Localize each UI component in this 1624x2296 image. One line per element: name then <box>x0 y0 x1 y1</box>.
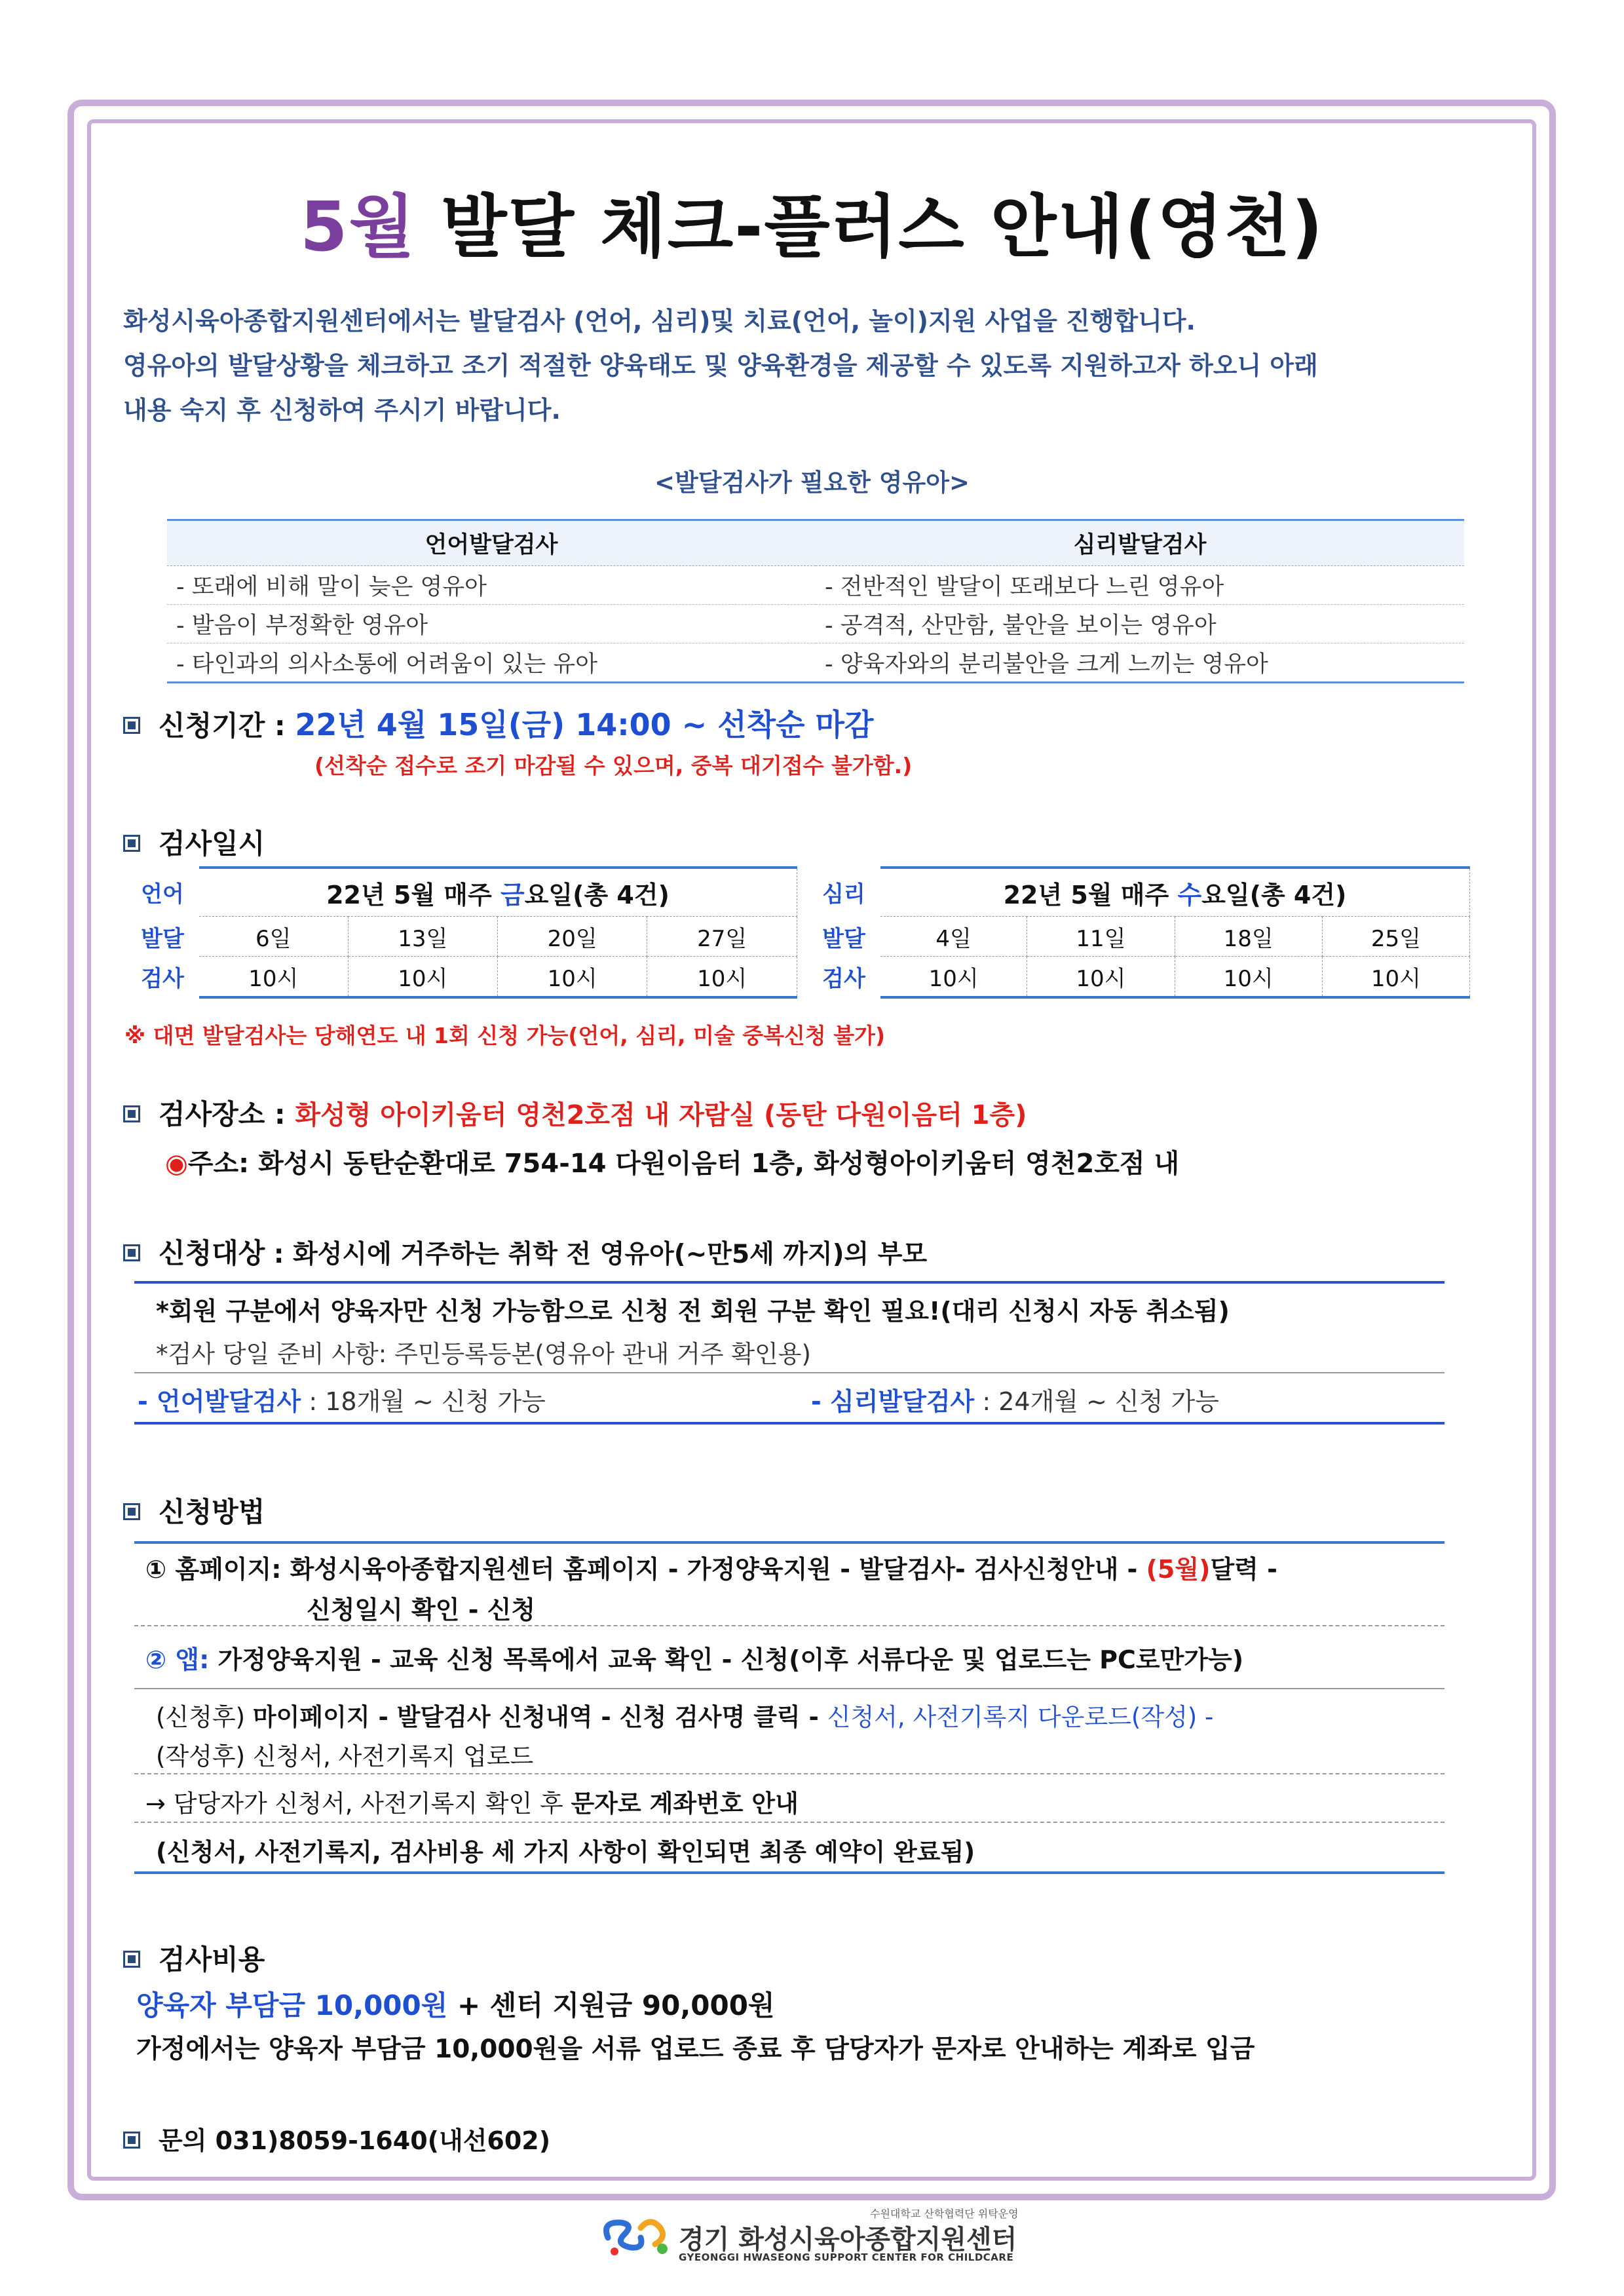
section-square-icon <box>123 1105 140 1122</box>
intro-line-2: 영유아의 발달상황을 체크하고 조기 적절한 양육태도 및 양육환경을 제공할 수 있도록 지원하고자 하오니 아래 <box>123 351 1318 380</box>
divider <box>134 1422 1445 1425</box>
schedule-side-label: 심리 <box>822 881 865 908</box>
schedule-time: 10시 <box>647 957 797 998</box>
contact <box>123 2120 550 2156</box>
target-psych-age: - 심리발달검사 : 24개월 ~ 신청 가능 <box>811 1387 1219 1416</box>
needs-heading: <발달검사가 필요한 영유아> <box>654 469 970 497</box>
divider <box>134 1688 1445 1689</box>
divider <box>134 1541 1445 1544</box>
method-app: ② 앱: 가정양육지원 - 교육 신청 목록에서 교육 확인 - 신청(이후 서류다운 및 업로드는 PC로만가능) <box>145 1645 1244 1674</box>
title-month: 5월 <box>300 187 416 267</box>
divider <box>134 1281 1445 1284</box>
target-value: : 화성시에 거주하는 취학 전 영유아(~만5세 까지)의 부모 <box>265 1240 928 1269</box>
schedule-label: 검사일시 <box>159 828 265 860</box>
footer-english: GYEONGGI HWASEONG SUPPORT CENTER FOR CHILDCARE <box>679 2251 1014 2263</box>
schedule-side-label: 언어 <box>141 881 184 908</box>
cost-desc: 가정에서는 양육자 부담금 10,000원을 서류 업로드 종료 후 담당자가 문자로 안내하는 계좌로 입금 <box>136 2035 1255 2064</box>
divider <box>134 1372 1445 1373</box>
schedule-date: 4일 <box>880 917 1027 957</box>
method-homepage: ① 홈페이지: 화성시육아종합지원센터 홈페이지 - 가정양육지원 - 발달검사- 검사신청안내 - (5월)달력 - <box>145 1555 1277 1584</box>
place-section: 검사장소 : 화성형 아이키움터 영천2호점 내 자람실 (동탄 다원이음터 1층) <box>123 1093 1027 1132</box>
divider <box>134 1625 1445 1626</box>
method-label: 신청방법 <box>159 1496 265 1528</box>
footer-logo <box>595 2206 1027 2265</box>
bullet-radio-icon: ◉ <box>165 1149 188 1179</box>
place-address: ◉주소: 화성시 동탄순환대로 754-14 다원이음터 1층, 화성형아이키움터 영천2호점 내 <box>165 1149 1180 1179</box>
needs-cell: - 발음이 부정확한 영유아 <box>167 605 816 643</box>
divider <box>134 1773 1445 1774</box>
section-square-icon <box>123 835 140 852</box>
section-square-icon <box>123 1244 140 1261</box>
method-after-write: (작성후) 신청서, 사전기록지 업로드 <box>156 1742 534 1770</box>
divider <box>134 1822 1445 1823</box>
method-after-apply: (신청후) 마이페이지 - 발달검사 신청내역 - 신청 검사명 클릭 - 신청서, 사전기록지 다운로드(작성) - <box>156 1703 1214 1731</box>
center-logo-icon <box>595 2208 673 2261</box>
needs-cell: - 공격적, 산만함, 불안을 보이는 영유아 <box>816 605 1464 643</box>
apply-period-label: 신청기간 <box>159 710 265 742</box>
needs-col-language: 언어발달검사 <box>167 520 816 566</box>
target-label: 신청대상 <box>159 1237 265 1269</box>
method-section <box>123 1491 265 1530</box>
schedule-time: 10시 <box>498 957 647 998</box>
cost-amounts: 양육자 부담금 10,000원 + 센터 지원금 90,000원 <box>136 1989 775 2021</box>
intro-line-1: 화성시육아종합지원센터에서는 발달검사 (언어, 심리)및 치료(언어, 놀이)지원 사업을 진행합니다. <box>123 307 1196 335</box>
schedule-date: 18일 <box>1175 917 1322 957</box>
needs-cell: - 타인과의 의사소통에 어려움이 있는 유아 <box>167 643 816 683</box>
schedule-date: 27일 <box>647 917 797 957</box>
section-square-icon <box>123 2132 140 2149</box>
target-language-age: - 언어발달검사 : 18개월 ~ 신청 가능 <box>138 1387 546 1416</box>
needs-col-psych: 심리발달검사 <box>816 520 1464 566</box>
schedule-date: 11일 <box>1027 917 1175 957</box>
footer-name: 경기 화성시육아종합지원센터 <box>679 2225 1017 2255</box>
schedule-psych-table: 심리 22년 5월 매주 수요일(총 4건) 발달 4일 11일 18일 25일 검사 10시 10시 10시 10시 <box>807 866 1470 999</box>
place-label: 검사장소 <box>159 1098 265 1130</box>
section-square-icon <box>123 1503 140 1520</box>
divider <box>134 1871 1445 1874</box>
target-note-red: *회원 구분에서 양육자만 신청 가능함으로 신청 전 회원 구분 확인 필요!(대리 신청시 자동 취소됨) <box>156 1297 1230 1326</box>
method-homepage-line2: 신청일시 확인 - 신청 <box>307 1596 536 1624</box>
schedule-psych-header: 22년 5월 매주 수요일(총 4건) <box>880 868 1470 917</box>
page-title <box>0 172 1624 270</box>
schedule-time: 10시 <box>880 957 1027 998</box>
schedule-date: 6일 <box>199 917 348 957</box>
place-value: 화성형 아이키움터 영천2호점 내 자람실 (동탄 다원이음터 1층) <box>295 1100 1027 1130</box>
contact-text: 문의 031)8059-1640(내선602) <box>159 2126 551 2155</box>
needs-table <box>167 519 1464 683</box>
schedule-time: 10시 <box>199 957 348 998</box>
intro-line-3: 내용 숙지 후 신청하여 주시기 바랍니다. <box>123 396 561 425</box>
apply-period-value: 22년 4월 15일(금) 14:00 ~ 선착순 마감 <box>295 707 874 742</box>
schedule-language-table: 언어 22년 5월 매주 금요일(총 4건) 발달 6일 13일 20일 27일 검사 10시 10시 10시 10시 <box>126 866 797 999</box>
method-final: (신청서, 사전기록지, 검사비용 세 가지 사항이 확인되면 최종 예약이 완료됨) <box>156 1838 975 1866</box>
schedule-section <box>123 822 265 862</box>
section-square-icon <box>123 717 140 734</box>
schedule-language-header: 22년 5월 매주 금요일(총 4건) <box>199 868 797 917</box>
needs-cell: - 또래에 비해 말이 늦은 영유아 <box>167 566 816 605</box>
target-section <box>123 1232 927 1271</box>
schedule-date: 13일 <box>348 917 497 957</box>
needs-cell: - 양육자와의 분리불안을 크게 느끼는 영유아 <box>816 643 1464 683</box>
footer-small: 수원대학교 산학협력단 위탁운영 <box>870 2208 1019 2220</box>
apply-period-section: 신청기간 : 22년 4월 15일(금) 14:00 ~ 선착순 마감 <box>123 701 873 744</box>
schedule-date: 20일 <box>498 917 647 957</box>
apply-period-note: (선착순 접수로 조기 마감될 수 있으며, 중복 대기접수 불가함.) <box>314 753 913 778</box>
cost-section <box>123 1938 265 1978</box>
target-note: *검사 당일 준비 사항: 주민등록등본(영유아 관내 거주 확인용) <box>156 1340 811 1368</box>
title-text: 발달 체크-플러스 안내(영천) <box>415 187 1324 267</box>
schedule-note: ※ 대면 발달검사는 당해연도 내 1회 신청 가능(언어, 심리, 미술 중복신청 불가) <box>124 1023 886 1048</box>
schedule-time: 10시 <box>348 957 497 998</box>
schedule-time: 10시 <box>1027 957 1175 998</box>
schedule-time: 10시 <box>1322 957 1469 998</box>
section-square-icon <box>123 1951 140 1968</box>
cost-label: 검사비용 <box>159 1943 265 1976</box>
schedule-time: 10시 <box>1175 957 1322 998</box>
schedule-date: 25일 <box>1322 917 1469 957</box>
needs-cell: - 전반적인 발달이 또래보다 느린 영유아 <box>816 566 1464 605</box>
method-arrow-note: → 담당자가 신청서, 사전기록지 확인 후 문자로 계좌번호 안내 <box>145 1789 799 1818</box>
